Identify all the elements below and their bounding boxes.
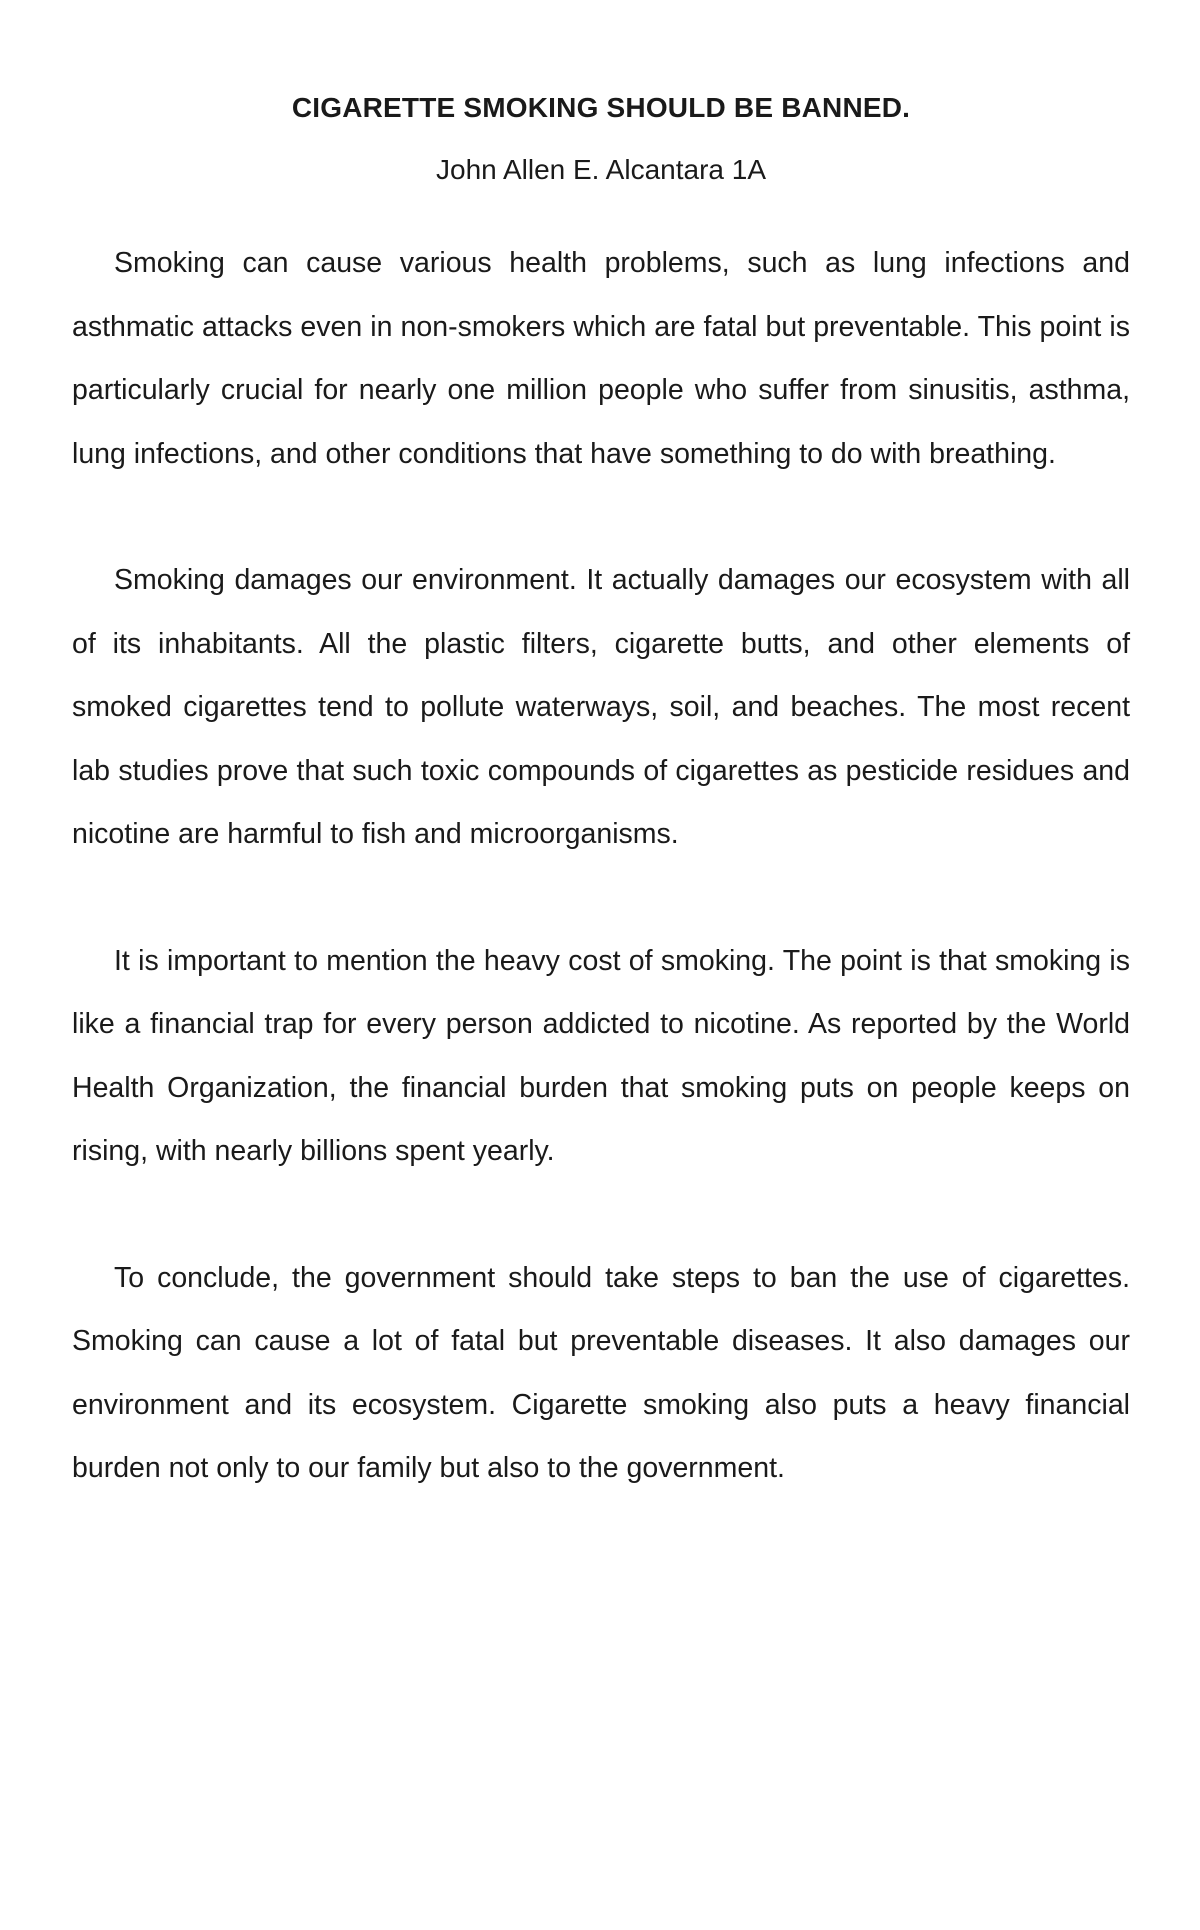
paragraph-conclusion: To conclude, the government should take steps to ban the use of cigarettes. Smoking can cause a lot of fatal but preventable diseases. It also damages our environment and its ecosystem. Cigarette smoking also puts a heavy financial burden not only to our family but also to the government. (72, 1261, 1130, 1484)
paragraph-environment: Smoking damages our environment. It actually damages our ecosystem with all of its inhabitants. All the plastic filters, cigarette butts, and other elements of smoked cigarettes tend to pollute waterways, soil, and beaches. The most recent lab studies prove that such toxic compounds of cigarettes as pesticide residues and nicotine are harmful to fish and microorganisms. (72, 564, 1130, 850)
paragraph-cost: It is important to mention the heavy cost of smoking. The point is that smoking is like a financial trap for every person addicted to nicotine. As reported by the World Health Organization, the financial burden that smoking puts on people keeps on rising, with nearly billions spent yearly. (72, 944, 1130, 1167)
document-page (72, 88, 1130, 1564)
paragraph-health: Smoking can cause various health problems, such as lung infections and asthmatic attacks even in non-smokers which are fatal but preventable. This point is particularly crucial for nearly one million people who suffer from sinusitis, asthma, lung infections, and other conditions that have something to do with breathing. (72, 247, 1130, 470)
document-title: CIGARETTE SMOKING SHOULD BE BANNED. (291, 92, 911, 123)
document-author: John Allen E. Alcantara 1A (436, 154, 766, 185)
